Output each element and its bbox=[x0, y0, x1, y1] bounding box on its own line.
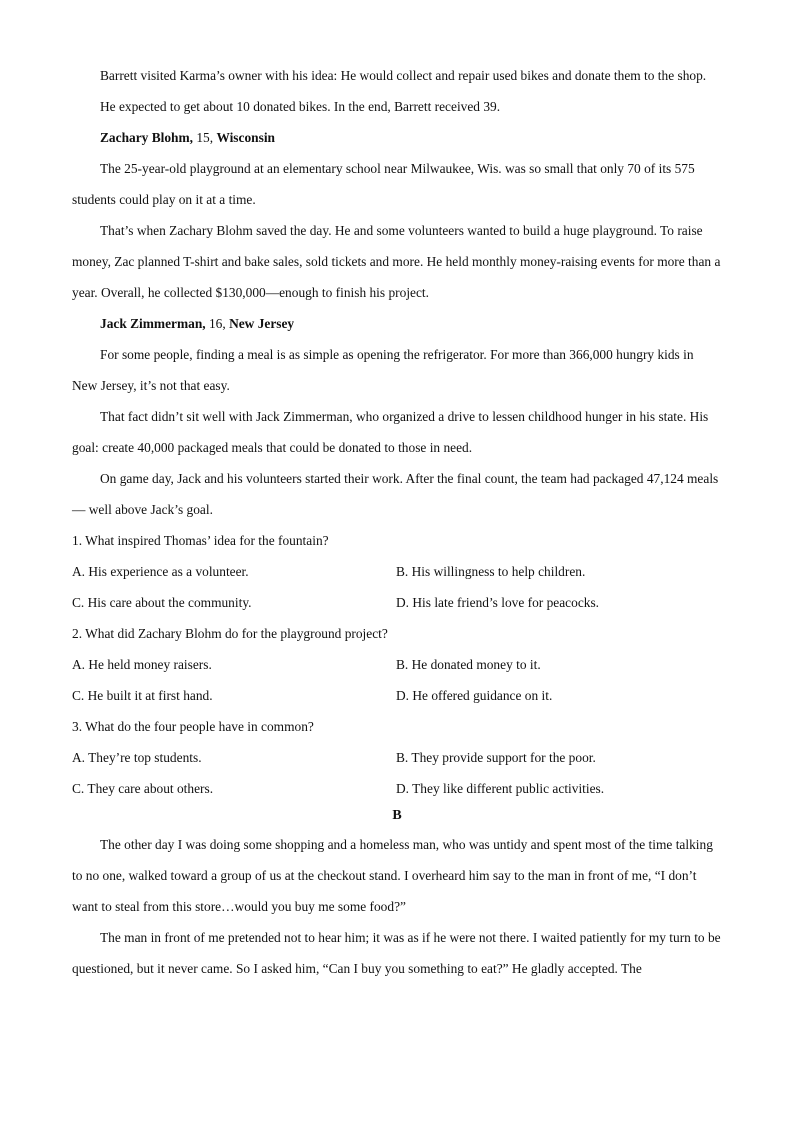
options-row bbox=[72, 556, 722, 587]
option-d: D. They like different public activities. bbox=[396, 781, 605, 796]
document-body bbox=[72, 60, 722, 984]
paragraph: On game day, Jack and his volunteers started their work. After the final count, the team had packaged 47,124 meals — well above Jack’s goal. bbox=[72, 471, 719, 517]
options-row bbox=[72, 680, 722, 711]
paragraph: Barrett visited Karma’s owner with his idea: He would collect and repair used bikes and donate them to the shop. bbox=[100, 68, 707, 83]
question-3 bbox=[72, 711, 722, 804]
paragraph: For some people, finding a meal is as simple as opening the refrigerator. For more than 366,000 hungry kids in New Jersey, it’s not that easy. bbox=[72, 347, 694, 393]
option-a: A. They’re top students. bbox=[72, 750, 202, 765]
options-row bbox=[72, 773, 722, 804]
option-a: A. His experience as a volunteer. bbox=[72, 564, 249, 579]
profile-age: 16, bbox=[205, 316, 230, 331]
profile-state: New Jersey bbox=[229, 316, 295, 331]
question-stem: 3. What do the four people have in common? bbox=[72, 719, 314, 734]
options-row bbox=[72, 649, 722, 680]
profile-heading-zachary bbox=[72, 122, 722, 153]
option-c: C. He built it at first hand. bbox=[72, 688, 213, 703]
paragraph: The man in front of me pretended not to hear him; it was as if he were not there. I waited patiently for my turn to be questioned, but it never came. So I asked him, “Can I buy you something to eat?” He gladly accepted. The bbox=[72, 930, 721, 976]
paragraph: The 25-year-old playground at an elementary school near Milwaukee, Wis. was so small that only 70 of its 575 students could play on it at a time. bbox=[72, 161, 695, 207]
paragraph: That’s when Zachary Blohm saved the day. He and some volunteers wanted to build a huge playground. To raise money, Zac planned T-shirt and bake sales, sold tickets and more. He held monthly money-raising events for more than a year. Overall, he collected $130,000—enough to finish his project. bbox=[72, 223, 721, 300]
paragraph: The other day I was doing some shopping and a homeless man, who was untidy and spent most of the time talking to no one, walked toward a group of us at the checkout stand. I overheard him say to the man in front of me, “I don’t want to steal from this store…would you buy me some food?” bbox=[72, 837, 713, 914]
question-stem: 2. What did Zachary Blohm do for the playground project? bbox=[72, 626, 388, 641]
profile-state: Wisconsin bbox=[216, 130, 275, 145]
profile-name: Zachary Blohm, bbox=[100, 130, 193, 145]
option-b: B. His willingness to help children. bbox=[396, 564, 586, 579]
profile-heading-jack bbox=[72, 308, 722, 339]
options-row bbox=[72, 587, 722, 618]
option-b: B. They provide support for the poor. bbox=[396, 750, 596, 765]
question-stem: 1. What inspired Thomas’ idea for the fountain? bbox=[72, 533, 329, 548]
paragraph: He expected to get about 10 donated bikes. In the end, Barrett received 39. bbox=[100, 99, 501, 114]
section-heading: B bbox=[392, 808, 402, 823]
option-d: D. His late friend’s love for peacocks. bbox=[396, 595, 600, 610]
option-c: C. His care about the community. bbox=[72, 595, 252, 610]
paragraph: That fact didn’t sit well with Jack Zimmerman, who organized a drive to lessen childhood hunger in his state. His goal: create 40,000 packaged meals that could be donated to those in need. bbox=[72, 409, 709, 455]
question-2 bbox=[72, 618, 722, 711]
option-c: C. They care about others. bbox=[72, 781, 214, 796]
profile-name: Jack Zimmerman, bbox=[100, 316, 206, 331]
option-b: B. He donated money to it. bbox=[396, 657, 541, 672]
profile-age: 15, bbox=[193, 130, 217, 145]
option-a: A. He held money raisers. bbox=[72, 657, 212, 672]
options-row bbox=[72, 742, 722, 773]
option-d: D. He offered guidance on it. bbox=[396, 688, 553, 703]
question-1 bbox=[72, 525, 722, 618]
